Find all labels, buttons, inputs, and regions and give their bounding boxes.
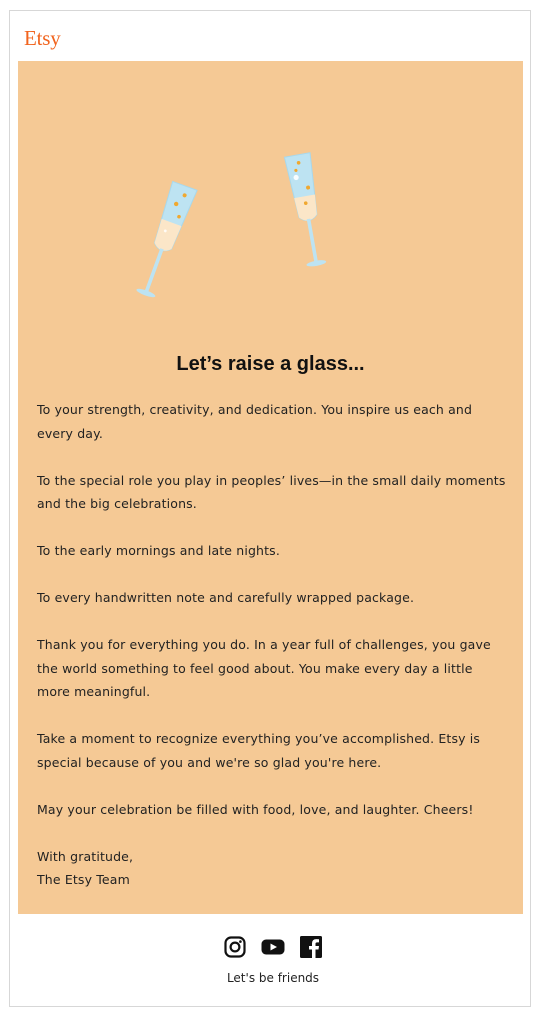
headline: Let’s raise a glass... [176, 353, 365, 375]
paragraph: To the special role you play in peoples’ lives—in the small daily moments and the big celebrations. [37, 472, 506, 511]
friends-tagline: Let's be friends [226, 971, 320, 985]
paragraph: To every handwritten note and carefully wrapped package. [37, 590, 415, 605]
paragraph: Thank you for everything you do. In a year full of challenges, you gave the world something to feel good about. You make every day a little more meaningful. [37, 637, 491, 699]
paragraph: Take a moment to recognize everything you’ve accomplished. Etsy is special because of you and we're so glad you're here. [37, 731, 481, 770]
social-links [0, 935, 546, 959]
paragraph: To the early mornings and late nights. [37, 543, 280, 558]
message-body [37, 398, 509, 892]
etsy-logo[interactable]: Etsy [24, 26, 61, 50]
facebook-icon[interactable] [299, 935, 323, 959]
instagram-icon[interactable] [223, 935, 247, 959]
message-card [18, 61, 523, 914]
paragraph: To your strength, creativity, and dedication. You inspire us each and every day. [37, 402, 473, 441]
champagne-glasses-icon [18, 61, 523, 331]
signoff-name: The Etsy Team [37, 872, 130, 887]
signoff-line: With gratitude, [37, 848, 134, 864]
paragraph: May your celebration be filled with food, love, and laughter. Cheers! [37, 801, 474, 817]
youtube-icon[interactable] [261, 935, 285, 959]
